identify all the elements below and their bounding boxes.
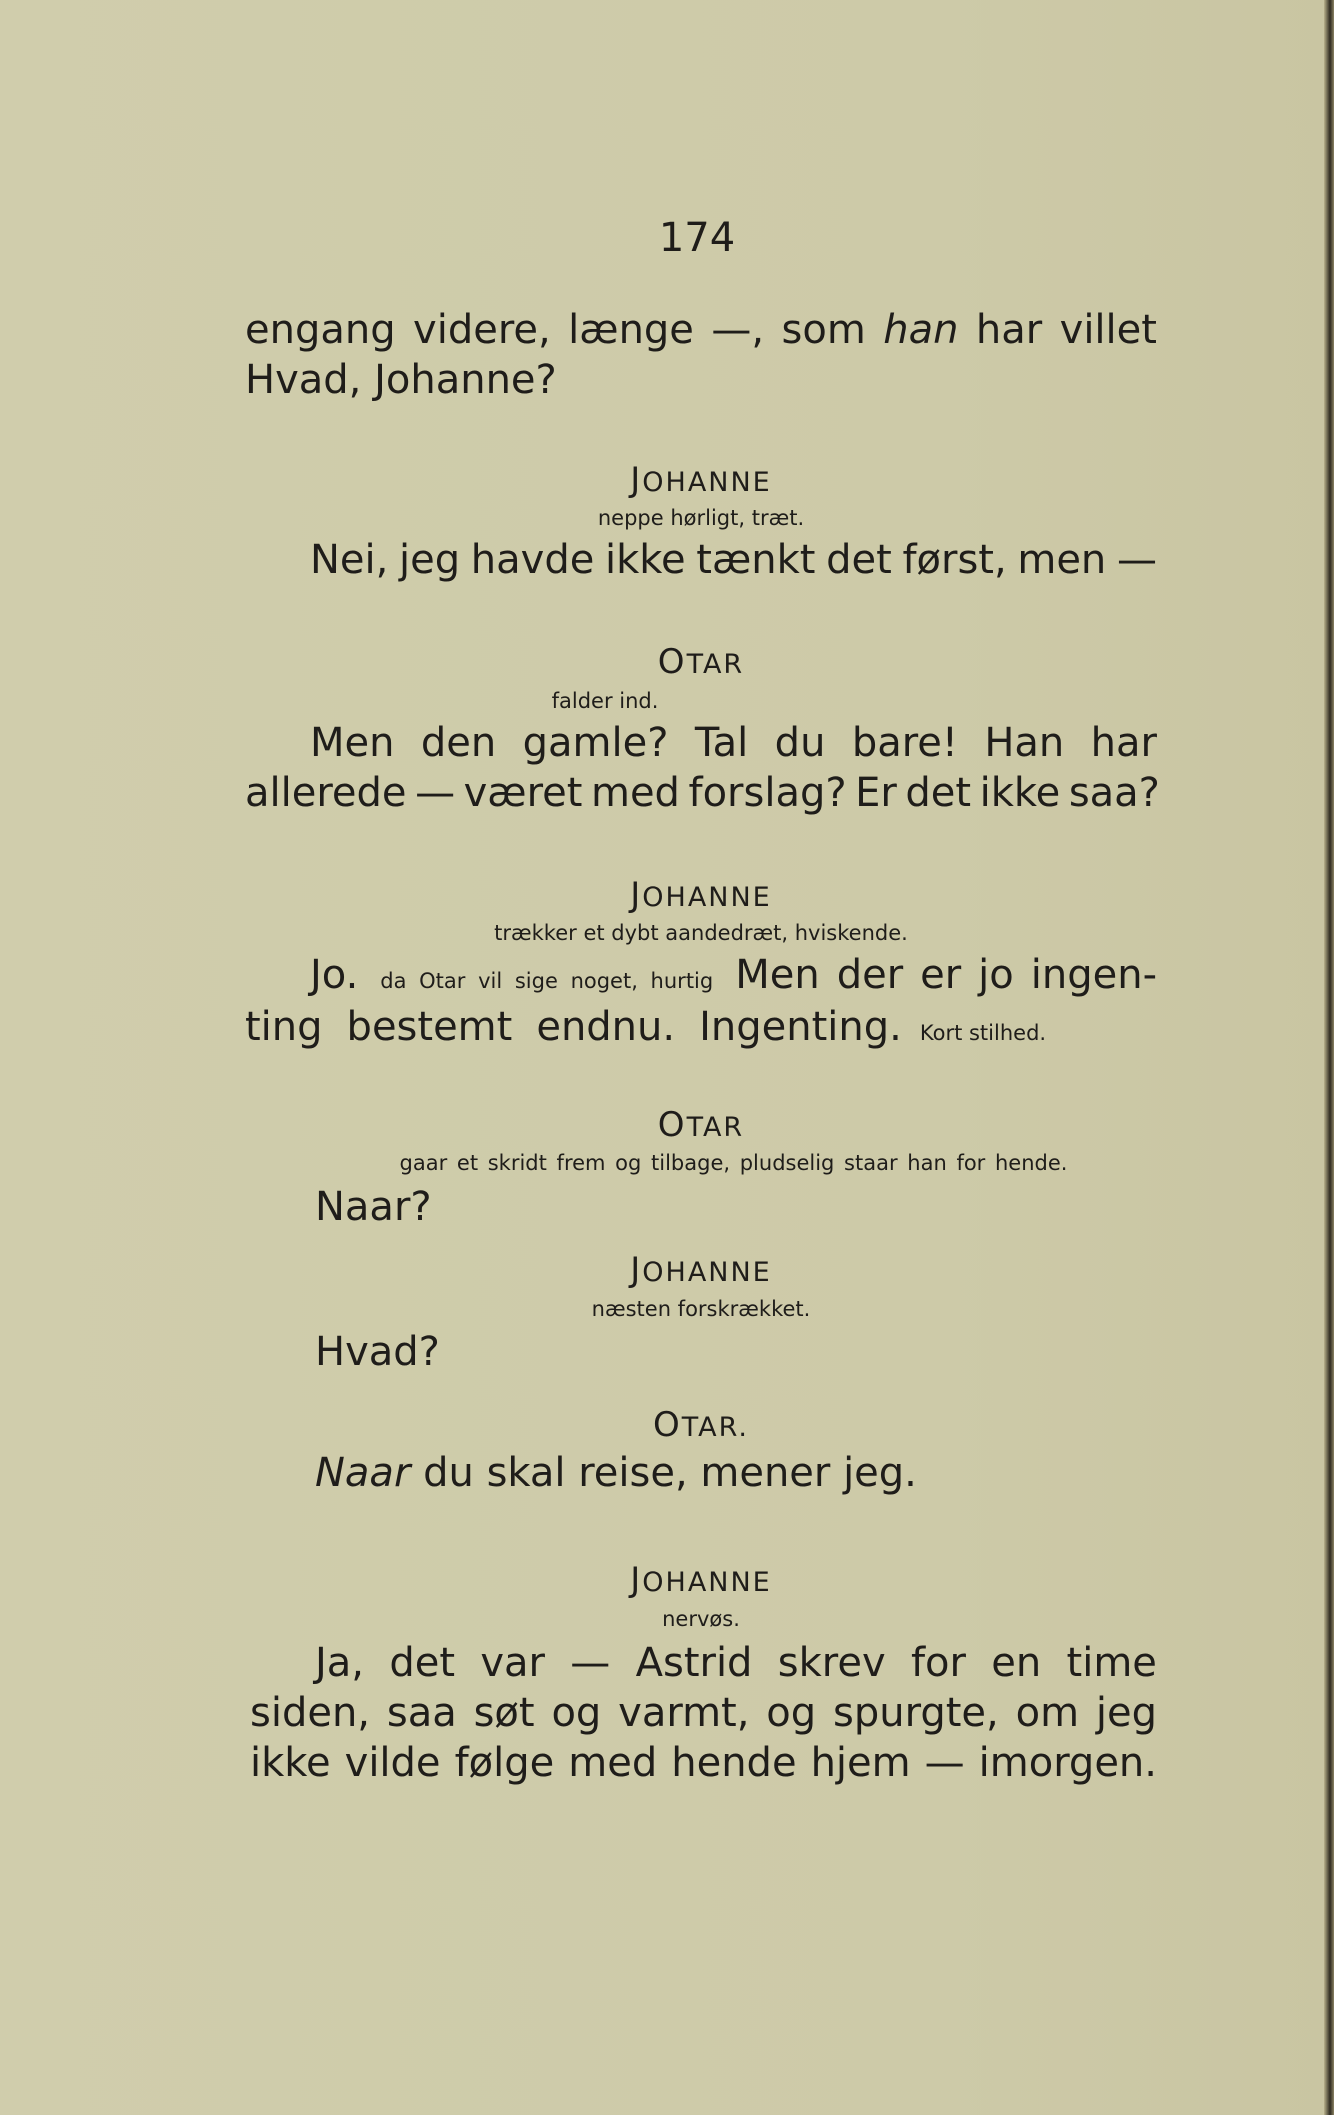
stage-direction-3: trækker et dybt aandedræt, hviskende.: [494, 921, 908, 945]
text-line-2: Hvad, Johanne?: [245, 357, 557, 403]
speaker-johanne: JOHANNE: [630, 1560, 772, 1600]
stage-direction-2: falder ind.: [551, 689, 659, 713]
word: som: [781, 307, 866, 353]
stage-direction-5: næsten forskrækket.: [591, 1297, 811, 1321]
speaker-otar: OTAR: [657, 1105, 745, 1145]
word: længe: [568, 307, 694, 353]
text-line-9: Hvad?: [315, 1329, 440, 1375]
speaker-johanne: JOHANNE: [630, 1250, 772, 1290]
text-line-7: ting bestemt endnu. Ingenting. Kort stilhed.: [245, 1004, 1047, 1050]
page-edge: [1324, 0, 1334, 2115]
word: villet: [1059, 307, 1157, 353]
speaker-johanne: JOHANNE: [630, 875, 772, 915]
text-line-5: allerede — været med forslag? Er det ikke saa?: [245, 770, 1160, 816]
word: videre,: [413, 307, 551, 353]
text-line-8: Naar?: [315, 1184, 432, 1230]
stage-direction-1: neppe hørligt, træt.: [597, 506, 805, 530]
word: —,: [711, 307, 765, 353]
page-number: 174: [658, 215, 736, 261]
text-line-13: ikke vilde følge med hende hjem — imorgen.: [250, 1740, 1157, 1786]
text-line-1: [245, 305, 1157, 355]
word: har: [975, 307, 1043, 353]
speaker-otar: OTAR.: [652, 1405, 749, 1445]
word: engang: [245, 307, 396, 353]
stage-direction-4: gaar et skridt frem og tilbage, pludselig staar han for hende.: [399, 1151, 1068, 1175]
speaker-otar: OTAR: [657, 642, 745, 682]
text-line-10: Naar du skal reise, mener jeg.: [315, 1450, 917, 1496]
stage-direction-7: nervøs.: [662, 1607, 740, 1631]
text-line-4: Men den gamle? Tal du bare! Han har: [310, 720, 1157, 766]
word-italic: han: [883, 307, 959, 353]
text-line-11: Ja, det var — Astrid skrev for en time: [315, 1640, 1157, 1686]
text-line-6: Jo. da Otar vil sige noget, hurtig Men der er jo ingen-: [310, 952, 1157, 998]
text-line-12: siden, saa søt og varmt, og spurgte, om jeg: [250, 1690, 1157, 1736]
speaker-johanne: JOHANNE: [630, 460, 772, 500]
text-line-3: Nei, jeg havde ikke tænkt det først, men —: [310, 537, 1157, 583]
